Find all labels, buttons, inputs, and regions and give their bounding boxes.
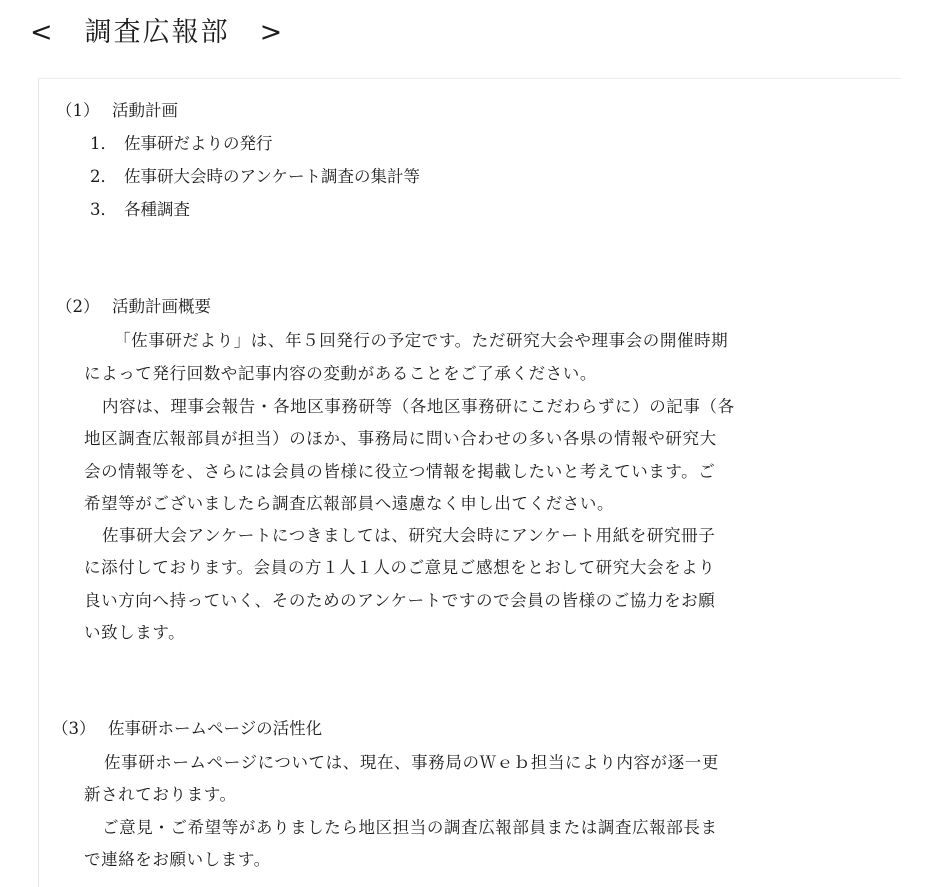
paragraph-line: 佐事研ホームページについては、現在、事務局のＷｅｂ担当により内容が逐一更 <box>104 753 719 772</box>
section1-title: 活動計画 <box>112 101 178 120</box>
paragraph-line: 「佐事研だより」は、年５回発行の予定です。ただ研究大会や理事会の開催時期 <box>114 331 729 350</box>
list-item-text: 佐事研大会時のアンケート調査の集計等 <box>124 167 421 186</box>
paragraph-line: 佐事研大会アンケートにつきましては、研究大会時にアンケート用紙を研究冊子 <box>102 526 716 545</box>
paragraph-line: い致します。 <box>84 623 186 642</box>
list-item-text: 佐事研だよりの発行 <box>124 134 273 153</box>
section3-title: 佐事研ホームページの活性化 <box>108 719 323 738</box>
list-item-index: 2． <box>90 167 117 186</box>
section2-title: 活動計画概要 <box>112 297 211 316</box>
title-bracket-left: < <box>30 17 55 48</box>
list-item <box>90 196 190 220</box>
paragraph-line: に添付しております。会員の方１人１人のご意見ご感想をとおして研究大会をより <box>84 558 716 577</box>
list-item-index: 3． <box>90 200 117 219</box>
section1-heading <box>56 97 178 121</box>
list-item <box>90 130 273 154</box>
list-item <box>90 163 420 187</box>
paragraph-line: によって発行回数や記事内容の変動があることをご了承ください。 <box>84 364 597 383</box>
section3-heading <box>52 715 322 739</box>
paragraph-line: ご意見・ご希望等がありましたら地区担当の調査広報部員または調査広報部長ま <box>102 818 718 837</box>
section1-number: （1） <box>56 101 100 120</box>
paragraph-line: 新されております。 <box>84 785 237 804</box>
paragraph-line: 希望等がございましたら調査広報部員へ遠慮なく申し出てください。 <box>84 494 615 513</box>
page-title <box>30 10 284 49</box>
title-bracket-right: > <box>259 17 285 48</box>
section3-number: （3） <box>52 719 96 738</box>
section2-heading <box>56 293 211 317</box>
list-item-index: 1． <box>90 134 117 153</box>
section2-number: （2） <box>56 297 100 316</box>
paragraph-line: 地区調査広報部員が担当）のほか、事務局に問い合わせの多い各県の情報や研究大 <box>84 429 717 448</box>
paragraph-line: で連絡をお願いします。 <box>84 850 271 869</box>
title-text: 調査広報部 <box>84 17 230 48</box>
paragraph-line: 良い方向へ持っていく、そのためのアンケートですので会員の皆様のご協力をお願 <box>84 591 716 610</box>
paragraph-line: 会の情報等を、さらには会員の皆様に役立つ情報を掲載したいと考えています。ご <box>84 462 716 481</box>
list-item-text: 各種調査 <box>124 200 190 219</box>
paragraph-line: 内容は、理事会報告・各地区事務研等（各地区事務研にこだわらずに）の記事（各 <box>102 397 735 416</box>
